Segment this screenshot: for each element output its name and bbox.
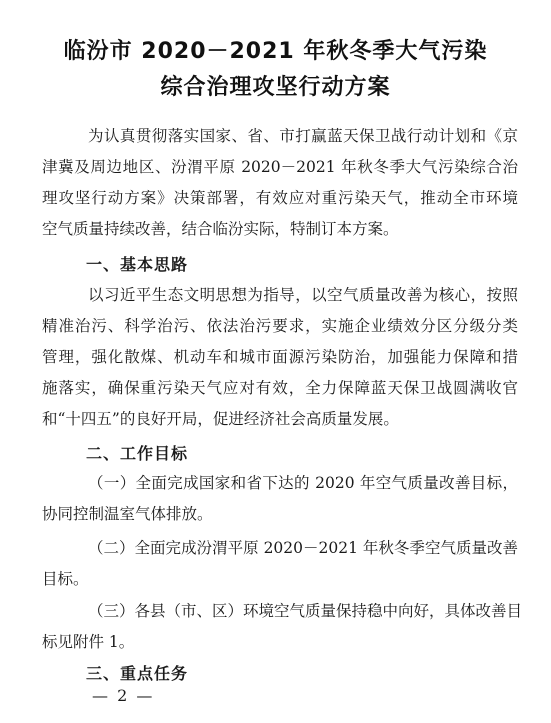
basic-approach-paragraph <box>42 280 518 435</box>
text-line: 空气质量持续改善，结合临汾实际，特制订本方案。 <box>42 220 399 238</box>
section-heading-basic-approach: 一、基本思路 <box>86 255 189 274</box>
document-title-line-1: 临汾市 2020－2021 年秋冬季大气污染 <box>63 39 488 64</box>
text-line: 和“十四五”的良好开局，促进经济社会高质量发展。 <box>42 410 399 428</box>
text-line: 理攻坚行动方案》决策部署，有效应对重污染天气，推动全市环境 <box>42 189 518 207</box>
text-line: 管理，强化散煤、机动车和城市面源污染防治，加强能力保障和措 <box>42 348 518 366</box>
text-line: 协同控制温室气体排放。 <box>42 505 213 523</box>
text-line: （一）全面完成国家和省下达的 2020 年空气质量改善目标， <box>88 474 518 492</box>
text-line: （三）各县（市、区）环境空气质量保持稳中向好，具体改善目 <box>88 602 523 620</box>
text-line: 施落实，确保重污染天气应对有效，全力保障蓝天保卫战圆满收官 <box>42 379 518 397</box>
text-line: 精准治污、科学治污、依法治污要求，实施企业绩效分区分级分类 <box>42 317 518 335</box>
intro-paragraph <box>42 121 518 245</box>
text-line: 以习近平生态文明思想为指导，以空气质量改善为核心，按照 <box>88 286 518 304</box>
text-line: 津冀及周边地区、汾渭平原 2020－2021 年秋冬季大气污染综合治 <box>42 158 518 176</box>
text-line: 标见附件 1。 <box>42 633 135 651</box>
page-number: — 2 — <box>92 686 155 705</box>
goal-item-2 <box>42 533 518 595</box>
section-heading-key-tasks: 三、重点任务 <box>86 664 189 683</box>
goal-item-3 <box>42 596 523 658</box>
goal-item-1 <box>42 468 518 530</box>
document-title-line-2: 综合治理攻坚行动方案 <box>160 75 391 100</box>
text-line: 为认真贯彻落实国家、省、市打赢蓝天保卫战行动计划和《京 <box>88 127 518 145</box>
text-line: 目标。 <box>42 570 89 588</box>
section-heading-work-goals: 二、工作目标 <box>86 444 189 463</box>
text-line: （二）全面完成汾渭平原 2020－2021 年秋冬季空气质量改善 <box>88 539 518 557</box>
